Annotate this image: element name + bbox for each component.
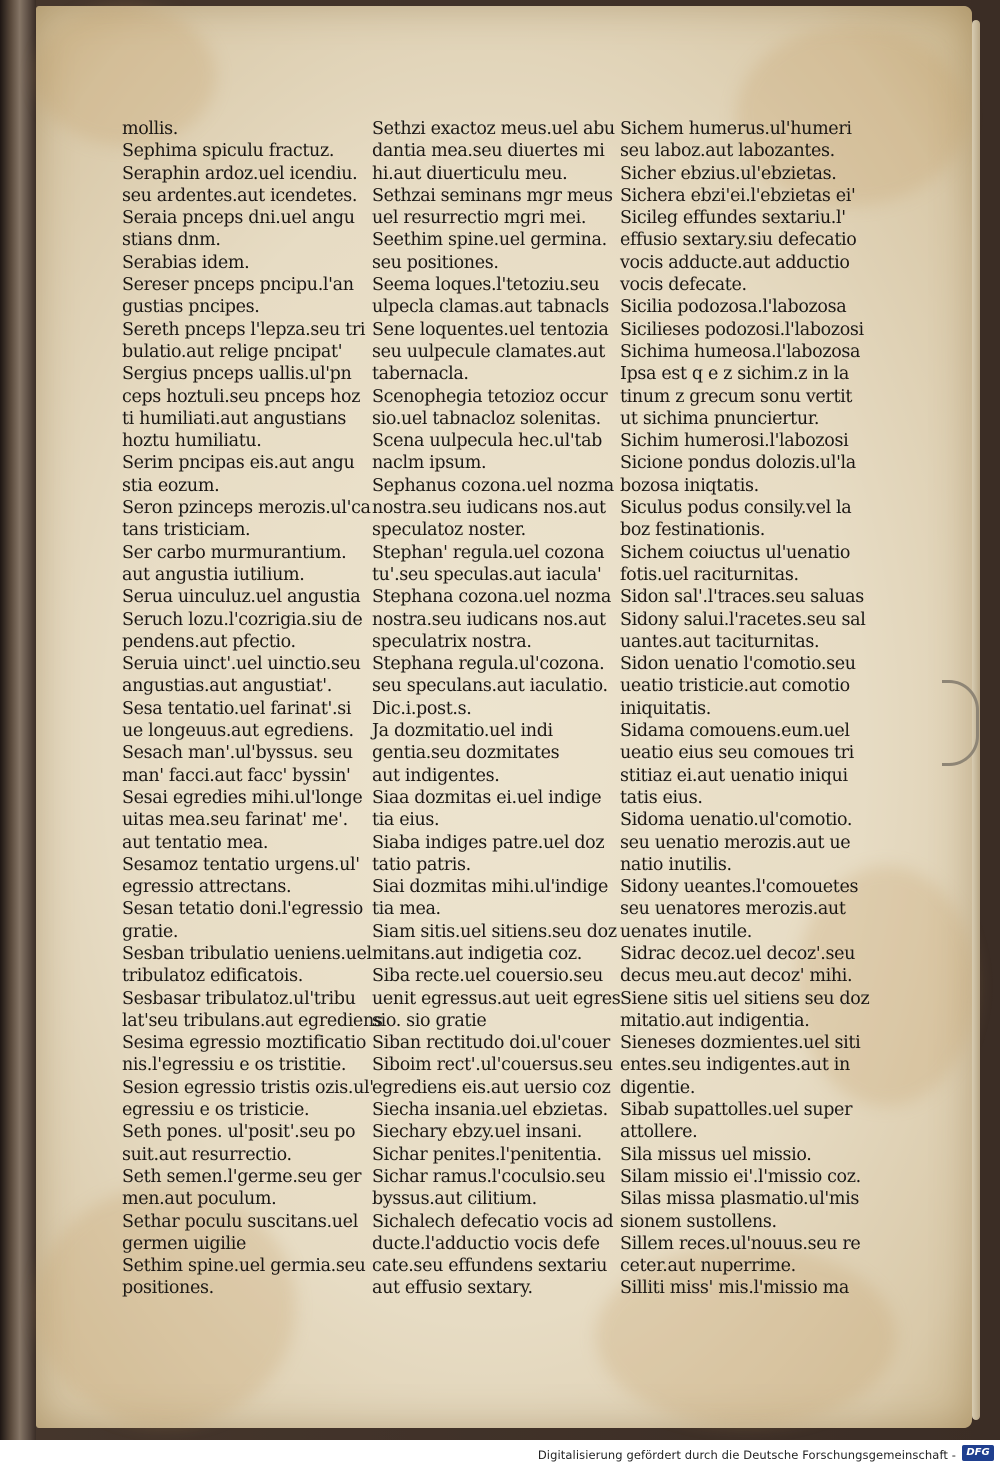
text-line: uenates inutile. [620, 921, 752, 942]
text-line: tatio patris. [372, 854, 471, 875]
text-line: Sethim spine.uel germia.seu [122, 1256, 366, 1277]
text-line: Siban rectitudo doi.ul'couer [372, 1033, 610, 1054]
text-line: Sesan tetatio doni.l'egressio [122, 899, 363, 920]
text-line: gratie. [122, 921, 179, 942]
text-line: speculatoz noster. [372, 520, 526, 541]
text-line: Seema loques.l'tetoziu.seu [372, 275, 600, 296]
text-line: Sicilieses podozosi.l'labozosi [620, 319, 864, 340]
text-line: ueatio tristicie.aut comotio [620, 676, 850, 697]
dfg-logo: DFG [962, 1445, 994, 1461]
text-line: seu uulpecule clamates.aut [372, 341, 605, 362]
text-line: Scenophegia tetozioz occur [372, 386, 608, 407]
text-line: Siecha insania.uel ebzietas. [372, 1100, 608, 1121]
text-line: seu uenatio merozis.aut ue [620, 832, 851, 853]
text-line: Ja dozmitatio.uel indi [372, 721, 553, 742]
text-line: Seron pzinceps merozis.ul'ca [122, 498, 371, 519]
text-line: germen uigilie [122, 1233, 247, 1254]
text-line: Sidoma uenatio.ul'comotio. [620, 810, 853, 831]
text-line: ducte.l'adductio vocis defe [372, 1233, 600, 1254]
text-line: Sichar ramus.l'coculsio.seu [372, 1166, 606, 1187]
text-line: natio inutilis. [620, 854, 732, 875]
text-line: Sesban tribulatio ueniens.uel [122, 943, 372, 964]
text-line: sionem sustollens. [620, 1211, 777, 1232]
text-line: entes.seu indigentes.aut in [620, 1055, 850, 1076]
text-line: gentia.seu dozmitates [372, 743, 560, 764]
text-line: ulpecla clamas.aut tabnacls [372, 297, 609, 318]
text-line: pendens.aut pfectio. [122, 631, 296, 652]
text-line: Sesa tentatio.uel farinat'.si [122, 698, 352, 719]
text-line: digentie. [620, 1077, 696, 1098]
text-line: Seruch lozu.l'cozrigia.siu de [122, 609, 363, 630]
text-line: stia eozum. [122, 475, 220, 496]
text-line: byssus.aut cilitium. [372, 1189, 537, 1210]
text-line: aut indigentes. [372, 765, 500, 786]
text-line: Sidon sal'.l'traces.seu saluas [620, 587, 864, 608]
text-line: iniquitatis. [620, 698, 711, 719]
text-line: ceter.aut nuperrime. [620, 1256, 796, 1277]
text-line: Sicilia podozosa.l'labozosa [620, 297, 847, 318]
text-line: uantes.aut taciturnitas. [620, 631, 820, 652]
text-line: Seraia pnceps dni.uel angu [122, 208, 355, 229]
text-line: boz festinationis. [620, 520, 765, 541]
text-line: Sidony salui.l'racetes.seu sal [620, 609, 866, 630]
text-line: Sethzi exactoz meus.uel abu [372, 119, 615, 139]
text-column-3 [620, 118, 875, 1300]
text-line: Seth pones. ul'posit'.seu po [122, 1122, 356, 1143]
text-line: Sesach man'.ul'byssus. seu [122, 743, 353, 764]
text-line: Sieneses dozmientes.uel siti [620, 1033, 861, 1054]
text-line: Sichar penites.l'penitentia. [372, 1144, 602, 1165]
text-line: seu uenatores merozis.aut [620, 899, 846, 920]
text-line: nis.l'egressiu e os tristitie. [122, 1055, 347, 1076]
text-line: egrediens eis.aut uersio coz [372, 1077, 611, 1098]
text-line: Siculus podus consily.vel la [620, 498, 852, 519]
text-line: Seth semen.l'germe.seu ger [122, 1166, 362, 1187]
text-line: Seruia uinct'.uel uinctio.seu [122, 654, 361, 675]
text-line: bozosa iniqtatis. [620, 475, 759, 496]
text-line: tia mea. [372, 899, 441, 920]
text-line: Serua uinculuz.uel angustia [122, 587, 361, 608]
text-line: Sichem humerus.ul'humeri [620, 119, 852, 139]
text-line: aut effusio sextary. [372, 1278, 533, 1299]
text-line: positiones. [122, 1278, 214, 1299]
text-line: egressio attrectans. [122, 877, 292, 898]
text-line: Sichalech defecatio vocis ad [372, 1211, 614, 1232]
text-line: Stephana cozona.uel nozma [372, 587, 612, 608]
text-line: nostra.seu iudicans nos.aut [372, 609, 606, 630]
text-line: Stephana regula.ul'cozona. [372, 654, 605, 675]
text-line: Siaa dozmitas ei.uel indige [372, 787, 602, 808]
text-line: ue longeuus.aut egrediens. [122, 721, 354, 742]
text-line: hoztu humiliatu. [122, 431, 262, 452]
text-line: Sereser pnceps pncipu.l'an [122, 275, 354, 296]
text-line: ueatio eius seu comoues tri [620, 743, 854, 764]
text-line: Sephanus cozona.uel nozma [372, 475, 614, 496]
text-line: Sesion egressio tristis ozis.ul' [122, 1077, 374, 1098]
text-line: Sichem coiuctus ul'uenatio [620, 542, 851, 563]
text-line: stitiaz ei.aut uenatio iniqui [620, 765, 848, 786]
text-line: Sene loquentes.uel tentozia [372, 319, 609, 340]
text-line: seu positiones. [372, 252, 499, 273]
text-line: Sillem reces.ul'nouus.seu re [620, 1233, 861, 1254]
text-line: Sesima egressio moztificatio [122, 1033, 367, 1054]
text-line: Ipsa est q e z sichim.z in la [620, 364, 849, 385]
text-line: nostra.seu iudicans nos.aut [372, 498, 606, 519]
text-line: mollis. [122, 119, 179, 139]
text-line: Stephan' regula.uel cozona [372, 542, 605, 563]
text-line: aut tentatio mea. [122, 832, 269, 853]
text-line: Sidama comouens.eum.uel [620, 721, 850, 742]
text-line: Siaba indiges patre.uel doz [372, 832, 605, 853]
book-binding [0, 0, 36, 1440]
text-line: Seraphin ardoz.uel icendiu. [122, 163, 358, 184]
text-line: Siai dozmitas mihi.ul'indige [372, 877, 609, 898]
text-line: men.aut poculum. [122, 1189, 277, 1210]
text-line: lat'seu tribulans.aut egrediens [122, 1010, 383, 1031]
text-line: uenit egressus.aut ueit egres [372, 988, 621, 1009]
text-line: vocis defecate. [620, 275, 747, 296]
text-line: fotis.uel raciturnitas. [620, 564, 799, 585]
text-line: tribulatoz edificatois. [122, 966, 303, 987]
text-line: tabernacla. [372, 364, 469, 385]
text-line: naclm ipsum. [372, 453, 487, 474]
text-line: Sergius pnceps uallis.ul'pn [122, 364, 352, 385]
text-line: seu ardentes.aut icendetes. [122, 185, 358, 206]
text-line: angustias.aut angustiat'. [122, 676, 332, 697]
text-line: ut sichima pnunciertur. [620, 408, 820, 429]
text-line: tans tristiciam. [122, 520, 251, 541]
text-line: man' facci.aut facc' byssin' [122, 765, 351, 786]
text-line: Siam sitis.uel sitiens.seu doz [372, 921, 617, 942]
text-line: seu speculans.aut iaculatio. [372, 676, 608, 697]
text-line: tinum z grecum sonu vertit [620, 386, 853, 407]
text-line: Seethim spine.uel germina. [372, 230, 607, 251]
text-line: Sichim humerosi.l'labozosi [620, 431, 849, 452]
text-line: Sidony ueantes.l'comouetes [620, 877, 859, 898]
text-line: sio.uel tabnacloz solenitas. [372, 408, 601, 429]
text-line: Silam missio ei'.l'missio coz. [620, 1166, 861, 1187]
text-line: Ser carbo murmurantium. [122, 542, 347, 563]
text-line: Silas missa plasmatio.ul'mis [620, 1189, 860, 1210]
text-line: mitatio.aut indigentia. [620, 1010, 810, 1031]
text-line: ti humiliati.aut angustians [122, 408, 347, 429]
text-column-1 [122, 118, 383, 1300]
text-line: Dic.i.post.s. [372, 698, 472, 719]
text-line: sio. sio gratie [372, 1010, 487, 1031]
text-line: bulatio.aut relige pncipat' [122, 341, 343, 362]
text-line: hi.aut diuerticulu meu. [372, 163, 568, 184]
text-line: Sereth pnceps l'lepza.seu tri [122, 319, 366, 340]
text-line: Sidrac decoz.uel decoz'.seu [620, 943, 856, 964]
digitization-footer [0, 1440, 1000, 1469]
text-line: Sichima humeosa.l'labozosa [620, 341, 861, 362]
text-line: Sesai egredies mihi.ul'longe [122, 787, 363, 808]
text-line: cate.seu effundens sextariu [372, 1256, 608, 1277]
text-line: Sesbasar tribulatoz.ul'tribu [122, 988, 356, 1009]
text-line: Sicileg effundes sextariu.l' [620, 208, 846, 229]
text-line: effusio sextary.siu defecatio [620, 230, 857, 251]
text-line: seu laboz.aut labozantes. [620, 141, 835, 162]
text-line: tia eius. [372, 810, 440, 831]
text-line: Scena uulpecula hec.ul'tab [372, 431, 603, 452]
text-line: egressiu e os tristicie. [122, 1100, 310, 1121]
text-line: Siene sitis uel sitiens seu doz [620, 988, 870, 1009]
text-line: tatis eius. [620, 787, 703, 808]
text-line: uel resurrectio mgri mei. [372, 208, 587, 229]
text-line: Sibab supattolles.uel super [620, 1100, 853, 1121]
text-line: gustias pncipes. [122, 297, 260, 318]
bookmark-clip [942, 680, 979, 766]
text-line: dantia mea.seu diuertes mi [372, 141, 605, 162]
text-line: Serim pncipas eis.aut angu [122, 453, 355, 474]
text-line: decus meu.aut decoz' mihi. [620, 966, 853, 987]
text-line: ceps hoztuli.seu pnceps hoz [122, 386, 361, 407]
text-line: stians dnm. [122, 230, 221, 251]
text-line: Siechary ebzy.uel insani. [372, 1122, 582, 1143]
text-line: mitans.aut indigetia coz. [372, 943, 582, 964]
text-line: attollere. [620, 1122, 698, 1143]
text-line: Sephima spiculu fractuz. [122, 141, 335, 162]
text-line: Serabias idem. [122, 252, 250, 273]
text-line: Sethzai seminans mgr meus [372, 185, 613, 206]
text-line: Sesamoz tentatio urgens.ul' [122, 854, 360, 875]
text-line: Sethar poculu suscitans.uel [122, 1211, 358, 1232]
text-line: Sichera ebzi'ei.l'ebzietas ei' [620, 185, 856, 206]
text-line: Sidon uenatio l'comotio.seu [620, 654, 856, 675]
text-line: uitas mea.seu farinat' me'. [122, 810, 348, 831]
text-line: suit.aut resurrectio. [122, 1144, 292, 1165]
text-line: Siba recte.uel couersio.seu [372, 966, 603, 987]
text-line: Sicione pondus dolozis.ul'la [620, 453, 856, 474]
text-line: aut angustia iutilium. [122, 564, 305, 585]
footer-credit: Digitalisierung gefördert durch die Deutsche Forschungsgemeinschaft - [537, 1448, 956, 1462]
text-column-2 [372, 118, 621, 1300]
text-line: Sicher ebzius.ul'ebzietas. [620, 163, 837, 184]
text-line: vocis adducte.aut adductio [620, 252, 850, 273]
text-line: speculatrix nostra. [372, 631, 532, 652]
text-line: tu'.seu speculas.aut iacula' [372, 564, 602, 585]
text-line: Sila missus uel missio. [620, 1144, 812, 1165]
text-line: Silliti miss' mis.l'missio ma [620, 1278, 849, 1299]
text-line: Siboim rect'.ul'couersus.seu [372, 1055, 613, 1076]
